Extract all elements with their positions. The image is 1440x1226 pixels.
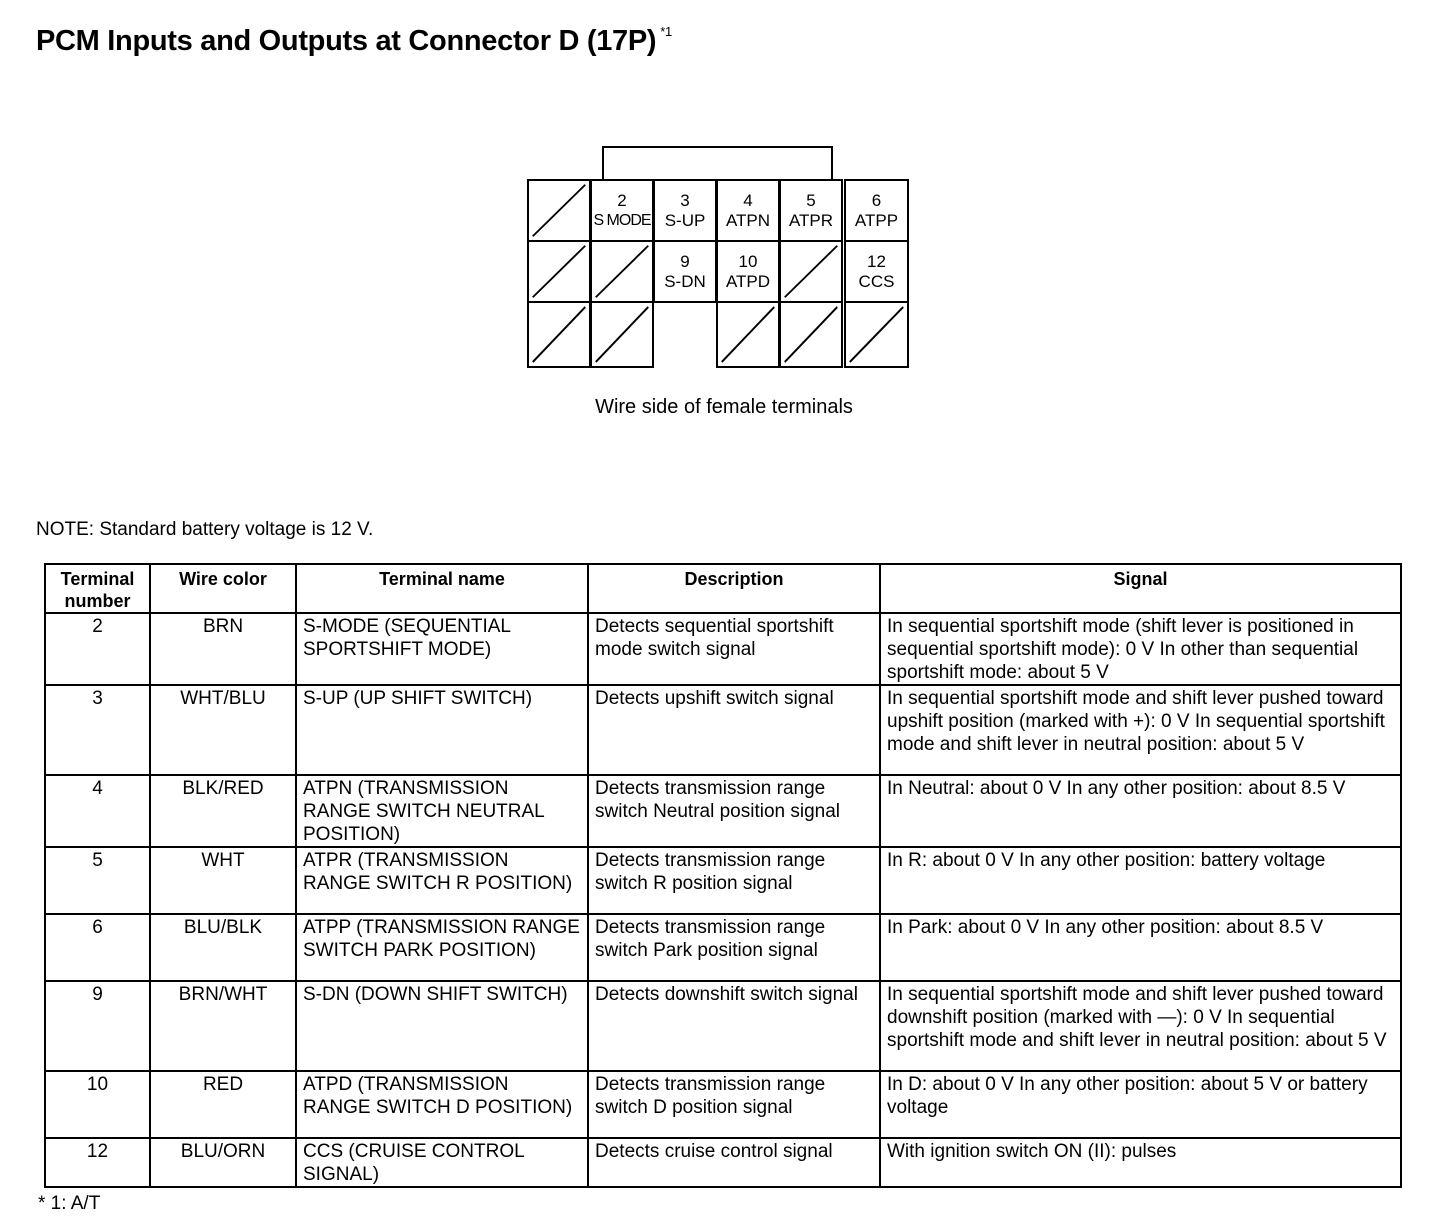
cell-description: Detects transmission range switch R position signal bbox=[588, 847, 880, 914]
note-text: NOTE: Standard battery voltage is 12 V. bbox=[36, 519, 374, 540]
terminal-empty bbox=[716, 301, 780, 368]
connector-caption: Wire side of female terminals bbox=[595, 396, 853, 418]
terminal-10: 10 ATPD bbox=[716, 240, 780, 303]
table-row bbox=[45, 1071, 1401, 1138]
cell-wire-color: RED bbox=[150, 1071, 296, 1138]
cell-terminal-name: CCS (CRUISE CONTROL SIGNAL) bbox=[296, 1138, 588, 1187]
table-row bbox=[45, 613, 1401, 685]
header-terminal-number: Terminal number bbox=[45, 564, 150, 613]
cell-description: Detects downshift switch signal bbox=[588, 981, 880, 1071]
terminal-empty bbox=[779, 240, 843, 303]
cell-terminal: 5 bbox=[45, 847, 150, 914]
table-row bbox=[45, 914, 1401, 981]
cell-terminal: 2 bbox=[45, 613, 150, 685]
footnote: * 1: A/T bbox=[38, 1193, 101, 1214]
page-title: PCM Inputs and Outputs at Connector D (17P) $^{*1}$ bbox=[36, 24, 672, 57]
table-row bbox=[45, 685, 1401, 775]
terminal-9: 9 S-DN bbox=[653, 240, 717, 303]
terminal-12: 12 CCS bbox=[844, 240, 909, 303]
terminal-empty bbox=[590, 301, 654, 368]
cell-terminal-name: ATPP (TRANSMISSION RANGE SWITCH PARK POSITION) bbox=[296, 914, 588, 981]
cell-wire-color: WHT bbox=[150, 847, 296, 914]
cell-wire-color: WHT/BLU bbox=[150, 685, 296, 775]
cell-signal: With ignition switch ON (II): pulses bbox=[880, 1138, 1401, 1187]
table-header-row bbox=[45, 564, 1401, 613]
cell-signal: In sequential sportshift mode (shift lever is positioned in sequential sportshift mode): 0 V In other than sequential sportshift mode: about 5 V bbox=[880, 613, 1401, 685]
cell-wire-color: BRN/WHT bbox=[150, 981, 296, 1071]
cell-signal: In sequential sportshift mode and shift lever pushed toward upshift position (marked with +): 0 V In sequential sportshift mode and shift lever in neutral position: about 5 V bbox=[880, 685, 1401, 775]
cell-terminal-name: S-DN (DOWN SHIFT SWITCH) bbox=[296, 981, 588, 1071]
cell-terminal: 9 bbox=[45, 981, 150, 1071]
cell-terminal: 12 bbox=[45, 1138, 150, 1187]
connector-lock-tab bbox=[602, 146, 833, 179]
terminal-empty bbox=[527, 301, 591, 368]
header-description: Description bbox=[588, 564, 880, 613]
cell-terminal: 10 bbox=[45, 1071, 150, 1138]
cell-description: Detects sequential sportshift mode switch signal bbox=[588, 613, 880, 685]
terminal-3: 3 S-UP bbox=[653, 179, 717, 242]
cell-description: Detects transmission range switch D position signal bbox=[588, 1071, 880, 1138]
cell-wire-color: BLK/RED bbox=[150, 775, 296, 847]
terminal-5: 5 ATPR bbox=[779, 179, 843, 242]
terminal-empty bbox=[527, 179, 591, 242]
terminal-4: 4 ATPN bbox=[716, 179, 780, 242]
cell-wire-color: BLU/ORN bbox=[150, 1138, 296, 1187]
table-row bbox=[45, 1138, 1401, 1187]
cell-terminal-name: ATPR (TRANSMISSION RANGE SWITCH R POSITION) bbox=[296, 847, 588, 914]
header-signal: Signal bbox=[880, 564, 1401, 613]
pcm-terminal-table bbox=[44, 563, 1402, 1188]
terminal-6: 6 ATPP bbox=[844, 179, 909, 242]
terminal-2: 2 S MODE bbox=[590, 179, 654, 242]
cell-signal: In Park: about 0 V In any other position: about 8.5 V bbox=[880, 914, 1401, 981]
cell-signal: In R: about 0 V In any other position: battery voltage bbox=[880, 847, 1401, 914]
cell-description: Detects upshift switch signal bbox=[588, 685, 880, 775]
cell-description: Detects transmission range switch Park position signal bbox=[588, 914, 880, 981]
cell-wire-color: BLU/BLK bbox=[150, 914, 296, 981]
table-row bbox=[45, 775, 1401, 847]
terminal-empty bbox=[844, 301, 909, 368]
header-terminal-name: Terminal name bbox=[296, 564, 588, 613]
connector-d-diagram bbox=[527, 146, 909, 368]
cell-terminal-name: ATPD (TRANSMISSION RANGE SWITCH D POSITION) bbox=[296, 1071, 588, 1138]
cell-description: Detects cruise control signal bbox=[588, 1138, 880, 1187]
terminal-empty bbox=[590, 240, 654, 303]
cell-terminal: 6 bbox=[45, 914, 150, 981]
cell-terminal-name: S-UP (UP SHIFT SWITCH) bbox=[296, 685, 588, 775]
cell-wire-color: BRN bbox=[150, 613, 296, 685]
title-footnote-mark: *1 bbox=[660, 24, 672, 39]
header-wire-color: Wire color bbox=[150, 564, 296, 613]
table-row bbox=[45, 981, 1401, 1071]
cell-description: Detects transmission range switch Neutral position signal bbox=[588, 775, 880, 847]
cell-signal: In Neutral: about 0 V In any other position: about 8.5 V bbox=[880, 775, 1401, 847]
connector-terminal-grid bbox=[527, 179, 909, 368]
cell-terminal: 4 bbox=[45, 775, 150, 847]
cell-terminal-name: S-MODE (SEQUENTIAL SPORTSHIFT MODE) bbox=[296, 613, 588, 685]
table-row bbox=[45, 847, 1401, 914]
cell-signal: In sequential sportshift mode and shift lever pushed toward downshift position (marked with —): 0 V In sequential sportshift mode and shift lever in neutral position: about 5 V bbox=[880, 981, 1401, 1071]
cell-signal: In D: about 0 V In any other position: about 5 V or battery voltage bbox=[880, 1071, 1401, 1138]
terminal-empty bbox=[779, 301, 843, 368]
terminal-empty bbox=[527, 240, 591, 303]
cell-terminal: 3 bbox=[45, 685, 150, 775]
cell-terminal-name: ATPN (TRANSMISSION RANGE SWITCH NEUTRAL POSITION) bbox=[296, 775, 588, 847]
